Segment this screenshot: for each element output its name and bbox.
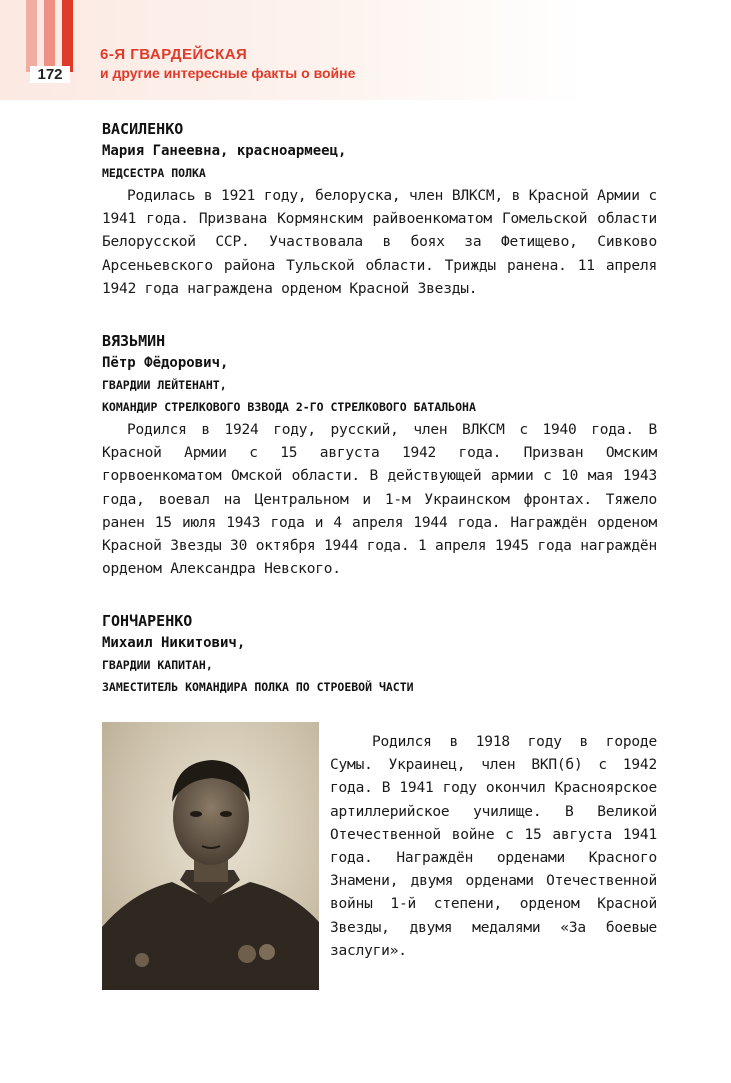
biography-entry [102,330,657,581]
rank-line: ГВАРДИИ КАПИТАН, [102,658,213,672]
rank-line: ЗАМЕСТИТЕЛЬ КОМАНДИРА ПОЛКА ПО СТРОЕВОЙ ЧАСТИ [102,680,414,694]
biography-text: Родился в 1924 году, русский, член ВЛКСМ с 1940 года. В Красной Армии с 15 августа 1942 года. Призван Омским горвоенкоматом Омской области. В действующей армии с 10 мая 1943 года, воевал на Центральном и 1-м Украинском фронтах. Тяжело ранен 15 июля 1943 года и 4 апреля 1944 года. Награждён орденом Красной Звезды 30 октября 1944 года. 1 апреля 1945 года награждён орденом Александра Невского. [102,422,657,578]
header-subtitle: и другие интересные факты о войне [100,65,356,81]
rank-line: МЕДСЕСТРА ПОЛКА [102,166,206,180]
biography-entry [102,610,657,698]
rank-line: КОМАНДИР СТРЕЛКОВОГО ВЗВОДА 2-ГО СТРЕЛКОВОГО БАТАЛЬОНА [102,400,476,414]
given-name: Михаил Никитович, [102,635,246,651]
header-title: 6-Я ГВАРДЕЙСКАЯ [100,46,248,63]
decor-stripe [62,0,73,72]
surname: ВЯЗЬМИН [102,332,166,350]
decor-stripe [44,0,55,72]
page-number: 172 [30,66,70,83]
page-header [0,0,731,100]
rank-line: ГВАРДИИ ЛЕЙТЕНАНТ, [102,378,227,392]
decor-stripe [26,0,37,72]
biography-text: Родилась в 1921 году, белоруска, член ВЛКСМ, в Красной Армии с 1941 года. Призвана Кормянским райвоенкоматом Гомельской области Белорусской ССР. Участвовала в боях за Фетищево, Сивково Арсеньевского района Тульской области. Трижды ранена. 11 апреля 1942 года награждена орденом Красной Звезды. [102,188,657,297]
surname: ГОНЧАРЕНКО [102,612,193,630]
given-name: Мария Ганеевна, красноармеец, [102,143,347,159]
biography-text: Родился в 1918 году в городе Сумы. Украинец, член ВКП(б) с 1942 года. В 1941 году окончил Красноярское артиллерийское училище. В Великой Отечественной войне с 15 августа 1941 года. Награждён орденами Красного Знамени, двумя орденами Отечественной войны 1-й степени, орденом Красной Звезды, двумя медалями «За боевые заслуги». [330,734,657,959]
portrait-illustration [102,722,319,990]
biography-entry [102,118,657,301]
surname: ВАСИЛЕНКО [102,120,184,138]
portrait-photo [102,722,319,990]
given-name: Пётр Фёдорович, [102,355,229,371]
